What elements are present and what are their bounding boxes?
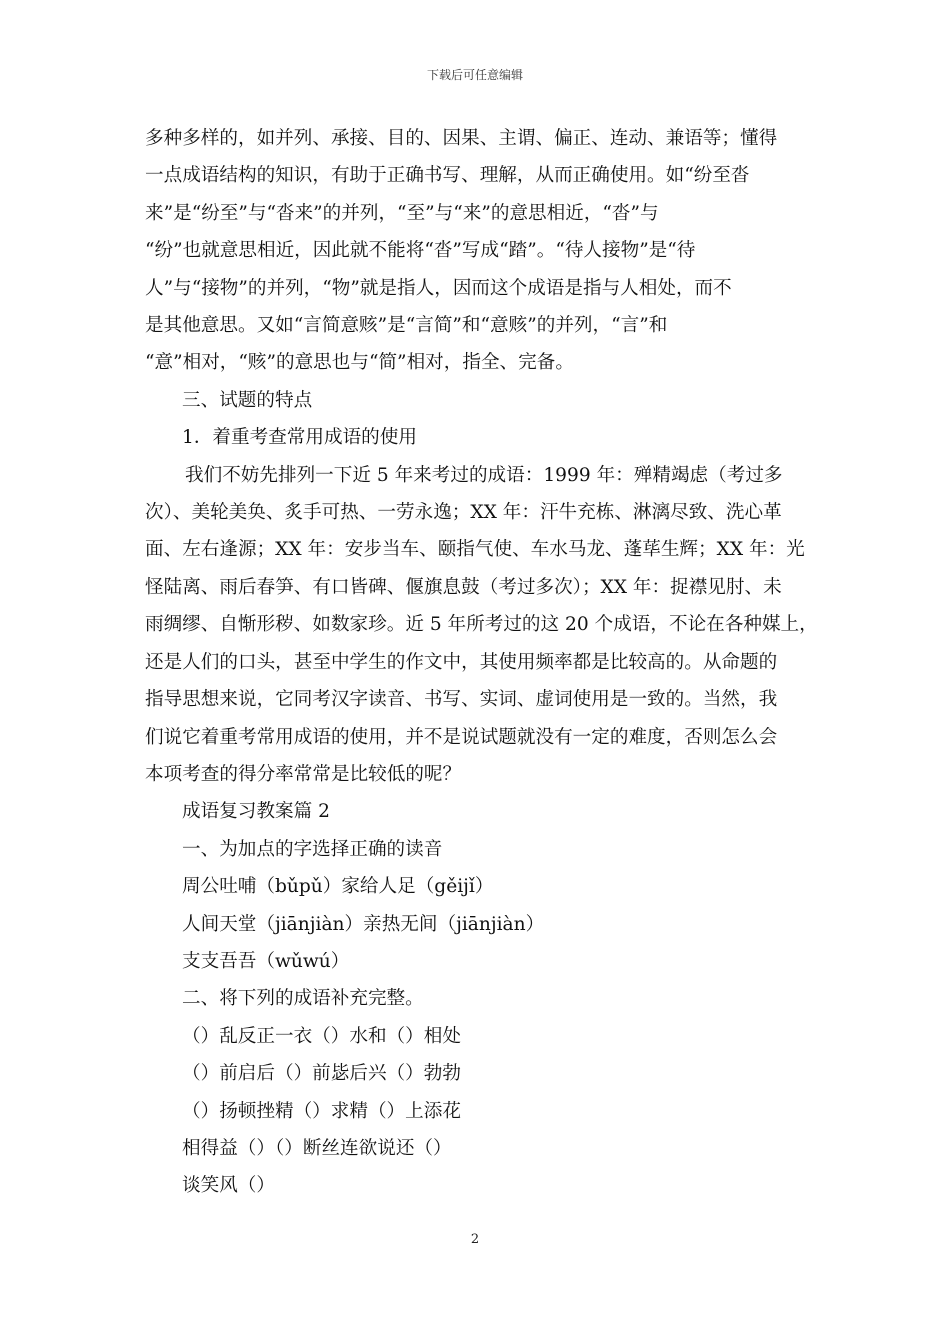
exercise-item: 人间天堂（jiānjiàn）亲热无间（jiānjiàn） bbox=[182, 913, 545, 935]
paragraph-line: 是其他意思。又如“言简意赅”是“言简”和“意赅”的并列，“言”和 bbox=[145, 315, 668, 337]
exercise-item: 周公吐哺（bǔpǔ）家给人足（gěijǐ） bbox=[182, 876, 494, 898]
subsection-heading: 1．着重考查常用成语的使用 bbox=[182, 427, 417, 449]
paragraph-line: 来”是“纷至”与“沓来”的并列，“至”与“来”的意思相近，“沓”与 bbox=[145, 202, 659, 224]
paragraph-line: 面、左右逢源；XX 年：安步当车、颐指气使、车水马龙、蓬荜生辉；XX 年：光 bbox=[145, 539, 805, 561]
exercise-heading: 一、为加点的字选择正确的读音 bbox=[182, 838, 443, 860]
exercise-item: （）乱反正一衣（）水和（）相处 bbox=[182, 1025, 461, 1047]
page-header: 下载后可任意编辑 bbox=[426, 68, 523, 82]
section-heading: 三、试题的特点 bbox=[182, 389, 313, 411]
paragraph-line: 怪陆离、雨后春笋、有口皆碑、偃旗息鼓（考过多次）；XX 年：捉襟见肘、未 bbox=[145, 576, 782, 598]
paragraph-line: “纷”也就意思相近，因此就不能将“沓”写成“踏”。“待人接物”是“待 bbox=[145, 240, 696, 262]
paragraph-line: 多种多样的，如并列、承接、目的、因果、主谓、偏正、连动、兼语等；懂得 bbox=[145, 128, 778, 149]
exercise-heading: 二、将下列的成语补充完整。 bbox=[182, 988, 424, 1010]
document-body bbox=[145, 120, 818, 1205]
exercise-item: 谈笑风（） bbox=[182, 1175, 275, 1197]
section-title: 成语复习教案篇 2 bbox=[182, 801, 330, 823]
paragraph-line: 次）、美轮美奂、炙手可热、一劳永逸；XX 年：汗牛充栋、淋漓尽致、洗心革 bbox=[145, 502, 782, 524]
page-number: 2 bbox=[470, 1232, 480, 1247]
paragraph-line: 还是人们的口头，甚至中学生的作文中，其使用频率都是比较高的。从命题的 bbox=[145, 651, 778, 673]
paragraph-line: 人”与“接物”的并列，“物”就是指人，因而这个成语是指与人相处，而不 bbox=[145, 277, 732, 299]
exercise-item: （）扬顿挫精（）求精（）上添花 bbox=[182, 1100, 461, 1122]
exercise-item: 相得益（）（）断丝连欲说还（） bbox=[182, 1137, 452, 1159]
paragraph-line: 指导思想来说，它同考汉字读音、书写、实词、虚词使用是一致的。当然，我 bbox=[145, 689, 778, 711]
paragraph-line: 们说它着重考常用成语的使用，并不是说试题就没有一定的难度，否则怎么会 bbox=[145, 726, 778, 748]
exercise-item: 支支吾吾（wǔwú） bbox=[182, 950, 350, 972]
paragraph-line: 本项考查的得分率常常是比较低的呢？ bbox=[145, 763, 462, 785]
paragraph-line: 雨绸缪、自惭形秽、如数家珍。近 5 年所考过的这 20 个成语，不论在各种媒上， bbox=[145, 614, 818, 636]
paragraph-line: “意”相对，“赅”的意思也与“简”相对，指全、完备。 bbox=[145, 352, 574, 374]
paragraph-line: 我们不妨先排列一下近 5 年来考过的成语：1999 年：殚精竭虑（考过多 bbox=[185, 464, 783, 486]
paragraph-line: 一点成语结构的知识，有助于正确书写、理解，从而正确使用。如“纷至沓 bbox=[145, 165, 750, 187]
exercise-item: （）前启后（）前毖后兴（）勃勃 bbox=[182, 1063, 461, 1085]
